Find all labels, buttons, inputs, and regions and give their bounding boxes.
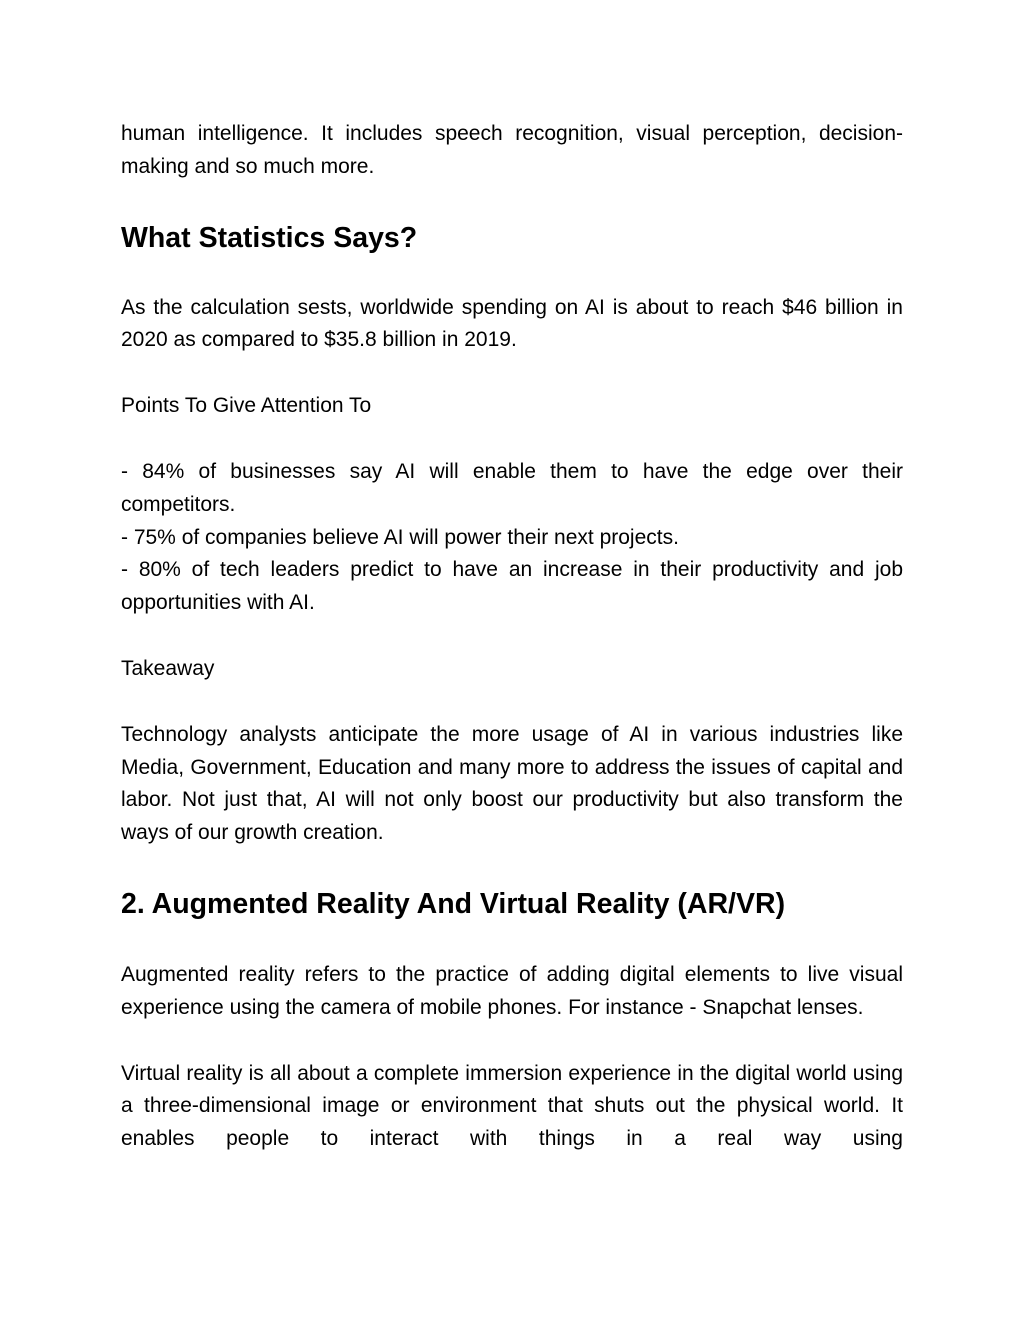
statistics-paragraph: As the calculation sests, worldwide spending on AI is about to reach $46 billion in 2020 as compared to $35.8 billion in 2019. [121,295,903,352]
takeaway-label: Takeaway [121,656,215,680]
point-item-3: - 80% of tech leaders predict to have an increase in their productivity and job opportunities with AI. [121,558,903,615]
heading-what-statistics-says: What Statistics Says? [121,221,418,254]
document-page [121,118,903,1156]
points-label: Points To Give Attention To [121,394,372,418]
point-item-1: - 84% of businesses say AI will enable them to have the edge over their competitors. [121,459,903,516]
intro-paragraph: human intelligence. It includes speech recognition, visual perception, decision-making and so much more. [121,122,903,178]
takeaway-paragraph: Technology analysts anticipate the more usage of AI in various industries like Media, Government, Education and many more to address the issues of capital and labor. Not just that, AI will not only boost our productivity but also transform the ways of our growth creation. [121,722,903,845]
vr-paragraph: Virtual reality is all about a complete immersion experience in the digital world using a three-dimensional image or environment that shuts out the physical world. It enables people to interact with things in a real way using [121,1061,903,1151]
points-list [121,456,903,620]
ar-paragraph: Augmented reality refers to the practice of adding digital elements to live visual experience using the camera of mobile phones. For instance - Snapchat lenses. [121,962,903,1019]
heading-ar-vr: 2. Augmented Reality And Virtual Reality (AR/VR) [121,887,786,920]
point-item-2: - 75% of companies believe AI will power their next projects. [121,525,679,549]
